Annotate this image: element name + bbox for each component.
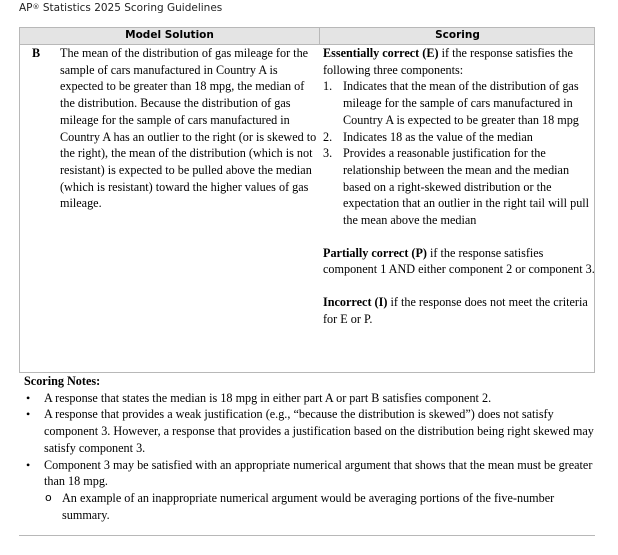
essentially-correct-text: if the response satisfies the following three components: (323, 46, 573, 77)
component-text: Provides a reasonable justification for the relationship between the mean and the median based on a right-skewed distribution or the expectation that an outlier in the right tail will pull the mean above the median (343, 146, 590, 228)
component-number: 1. (323, 79, 333, 94)
essentially-correct-criteria (323, 45, 595, 78)
component-text: Indicates that the mean of the distribution of gas mileage for the sample of cars manufactured in Country A is expected to be greater than 18 mpg (343, 79, 579, 127)
component-text: Indicates 18 as the value of the median (343, 129, 533, 144)
note-text: A response that states the median is 18 mpg in either part A or part B satisfies component 2. (44, 390, 492, 405)
note-text: A response that provides a weak justification (e.g., “because the distribution is skewed”) does not satisfy component 3. However, a response that provides a justification based on the distribution being right skewed may satisfy component 3. (44, 407, 594, 455)
scoring-notes (24, 373, 596, 523)
component-item (323, 129, 595, 146)
scoring-header: Scoring (435, 29, 480, 41)
incorrect-label: Incorrect (I) (323, 295, 388, 310)
registered-mark: ® (32, 3, 40, 11)
scoring-column (323, 45, 595, 328)
header-title: Statistics 2025 Scoring Guidelines (39, 2, 223, 14)
component-number: 3. (323, 146, 333, 161)
incorrect-text: if the response does not meet the criteria for E or P. (323, 295, 588, 326)
component-list (323, 78, 595, 228)
note-item (24, 390, 596, 407)
component-item (323, 78, 595, 128)
scoring-notes-title: Scoring Notes: (24, 374, 101, 388)
note-text: Component 3 may be satisfied with an appropriate numerical argument that shows that the mean must be greater than 18 mpg. (44, 457, 593, 489)
model-solution-header: Model Solution (125, 29, 214, 41)
sub-note-item (44, 490, 596, 523)
sub-note-list (44, 490, 596, 523)
partially-correct-label: Partially correct (P) (323, 245, 427, 260)
bullet-icon: • (26, 457, 31, 472)
incorrect-criteria (323, 294, 595, 327)
notes-list (24, 390, 596, 524)
model-solution-text: The mean of the distribution of gas mileage for the sample of cars manufactured in Country A is expected to be greater than 18 mpg, the median of the distribution. Because the distribution of gas mileage for the sample of cars manufactured in Country A has an outlier to the right (or is skewed to the right), the mean of the distribution (which is not resistant) is expected to be pulled above the median (which is resistant) toward the higher values of gas mileage. (60, 46, 317, 211)
partially-correct-criteria (323, 245, 595, 278)
header-prefix: AP (19, 2, 33, 14)
component-number: 2. (323, 129, 333, 144)
page-header (19, 2, 222, 14)
table-header-row (20, 28, 594, 45)
scoring-table (19, 27, 595, 373)
note-item (24, 406, 596, 456)
bullet-icon: • (26, 407, 31, 422)
essentially-correct-label: Essentially correct (E) (323, 46, 439, 60)
bullet-icon: • (26, 390, 31, 405)
bottom-divider (19, 535, 595, 536)
sub-note-text: An example of an inappropriate numerical argument would be averaging portions of the five-number summary. (62, 490, 555, 522)
component-item (323, 145, 595, 229)
partially-correct-text: if the response satisfies component 1 AND either component 2 or component 3. (323, 245, 595, 277)
hollow-bullet-icon: o (45, 490, 52, 504)
part-label: B (32, 46, 41, 60)
note-item (24, 457, 596, 524)
